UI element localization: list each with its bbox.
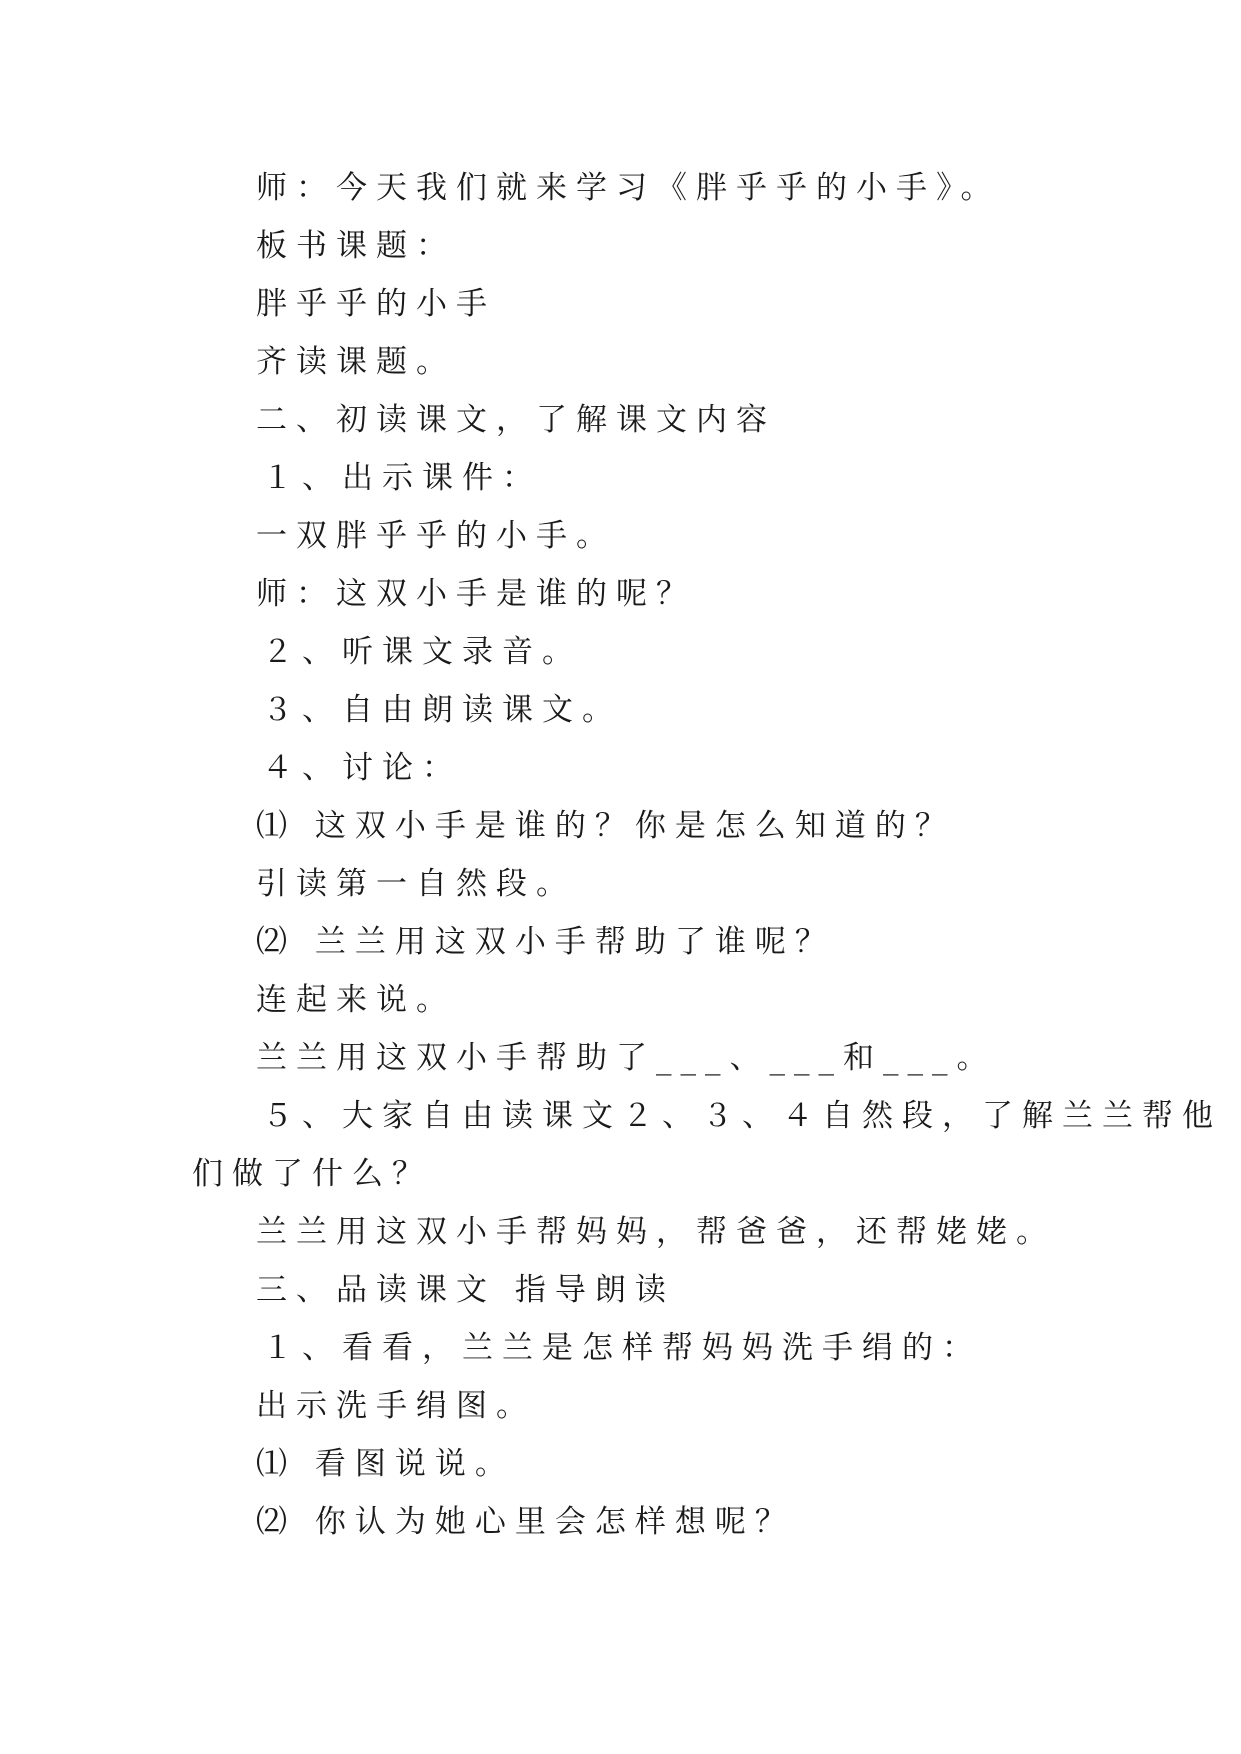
text-line: 胖乎乎的小手	[256, 286, 496, 322]
text-line: 兰兰用这双小手帮助了___、___和___。	[256, 1040, 997, 1076]
text-line: 齐读课题。	[256, 344, 456, 380]
text-line: ２、听课文录音。	[262, 634, 582, 670]
text-line: ３、自由朗读课文。	[262, 692, 622, 728]
text-line: ４、讨论：	[262, 750, 462, 786]
text-line: 引读第一自然段。	[256, 866, 576, 902]
text-line: ⑴ 看图说说。	[256, 1446, 515, 1482]
text-line: １、出示课件：	[262, 460, 542, 496]
text-line: 兰兰用这双小手帮妈妈，帮爸爸，还帮姥姥。	[256, 1214, 1056, 1250]
text-line: ５、大家自由读课文２、３、４自然段，了解兰兰帮他	[262, 1098, 1222, 1134]
section-heading: 二、初读课文，了解课文内容	[256, 402, 776, 438]
section-heading: 三、品读课文 指导朗读	[256, 1272, 675, 1308]
text-line: 们做了什么？	[192, 1156, 432, 1192]
text-line: 出示洗手绢图。	[256, 1388, 536, 1424]
text-line: １、看看，兰兰是怎样帮妈妈洗手绢的：	[262, 1330, 982, 1366]
text-line: ⑵ 你认为她心里会怎样想呢？	[256, 1504, 795, 1540]
text-line: 连起来说。	[256, 982, 456, 1018]
text-line: ⑴ 这双小手是谁的？你是怎么知道的？	[256, 808, 955, 844]
text-line: 师：今天我们就来学习《胖乎乎的小手》。	[256, 170, 1001, 206]
text-line: ⑵ 兰兰用这双小手帮助了谁呢？	[256, 924, 835, 960]
text-line: 一双胖乎乎的小手。	[256, 518, 616, 554]
text-line: 师：这双小手是谁的呢？	[256, 576, 696, 612]
text-line: 板书课题：	[256, 228, 456, 264]
